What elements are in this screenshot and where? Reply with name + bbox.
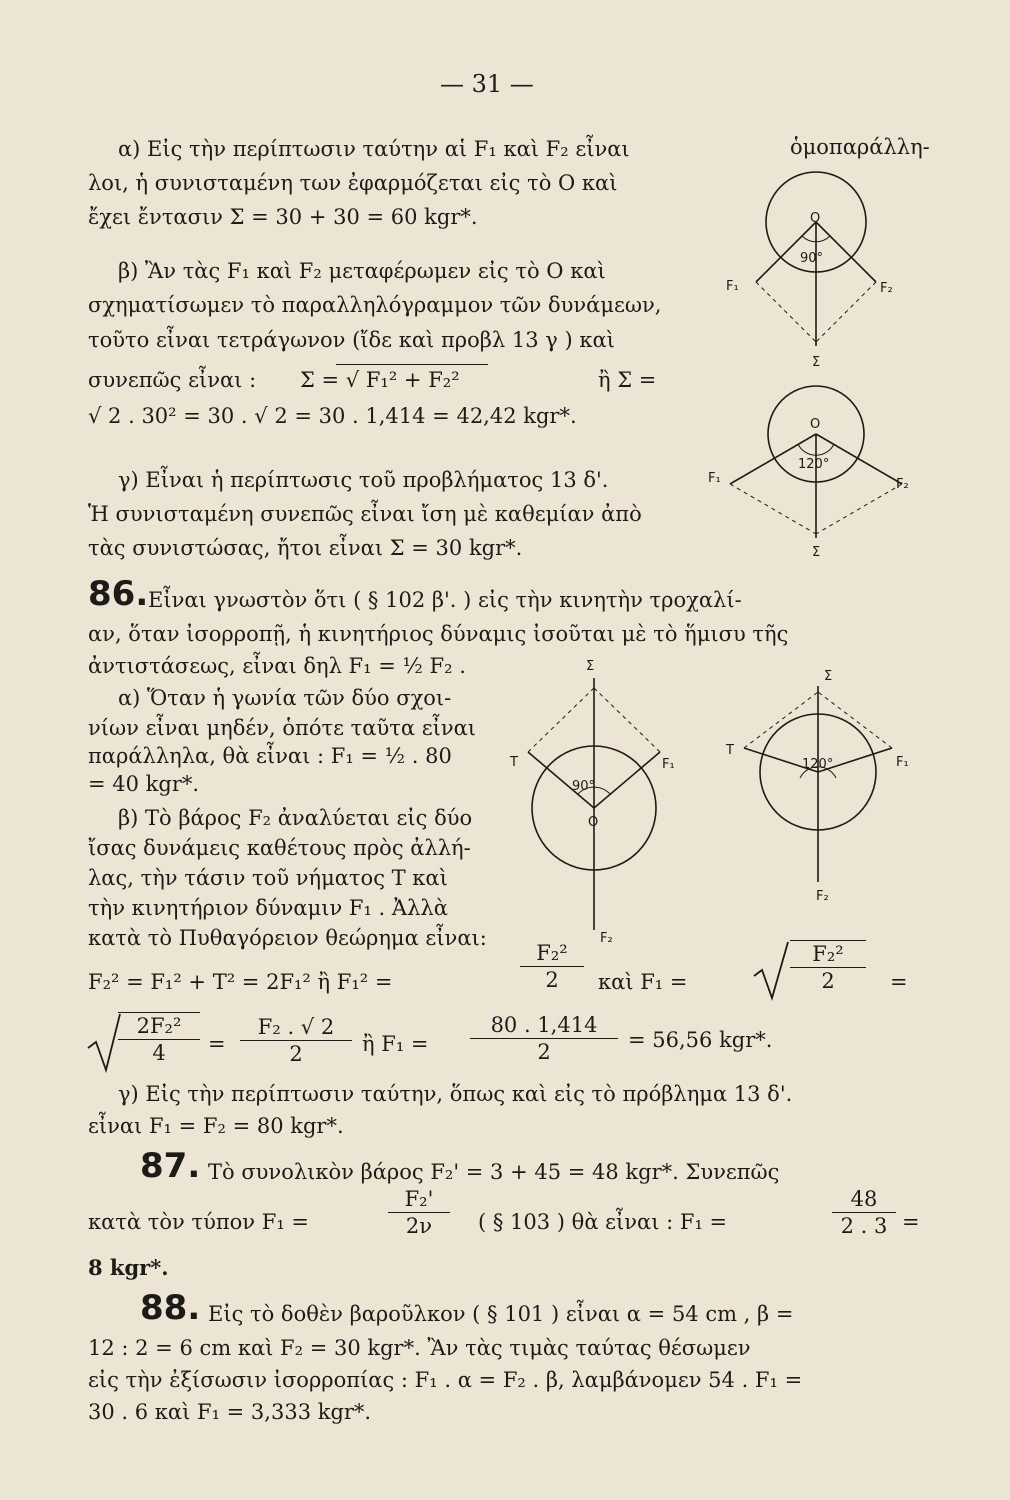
fig1-center-label: O xyxy=(810,211,821,226)
p87-line-2b: ( § 103 ) θὰ εἶναι : F₁ = xyxy=(478,1210,728,1234)
fig1-right-label: F₂ xyxy=(880,281,893,296)
parallelogram-side xyxy=(816,282,876,342)
fig3-angle-label: 90° xyxy=(572,779,596,794)
fig1-left-label: F₁ xyxy=(726,279,739,294)
p87-line-2c: = xyxy=(902,1210,920,1234)
p86b-line-3: λας, τὴν τάσιν τοῦ νήματος Τ καὶ xyxy=(88,866,448,890)
p88-line-1: Εἰς τὸ δοθὲν βαροῦλκον ( § 101 ) εἶναι α = 54 cm , β = xyxy=(208,1302,794,1326)
fig3-bottom-label: F₂ xyxy=(600,931,613,946)
p86a-line-1: α) Ὅταν ἡ γωνία τῶν δύο σχοι- xyxy=(118,686,452,710)
fig4-angle-label: 120° xyxy=(802,757,834,772)
p85c-line-3: τὰς συνιστώσας, ἤτοι εἶναι Σ = 30 kgr*. xyxy=(88,536,523,560)
eq2-numerator: F₂ . √ 2 xyxy=(240,1014,352,1041)
p87-denominator-1: 2ν xyxy=(405,1214,433,1238)
eq2-fraction xyxy=(240,1014,352,1067)
fig2-angle-label: 120° xyxy=(798,457,830,472)
fig4-bottom-label: F₂ xyxy=(816,889,829,904)
figure-movable-pulley-90 xyxy=(506,658,676,948)
p86b-line-1: β) Τὸ βάρος F₂ ἀναλύεται εἰς δύο xyxy=(118,806,473,830)
p86g-line-2: εἶναι F₁ = F₂ = 80 kgr*. xyxy=(88,1114,344,1138)
p87-line-3: 8 kgr*. xyxy=(88,1255,169,1280)
p86-line-1: Εἶναι γνωστὸν ὅτι ( § 102 β'. ) εἰς τὴν κινητὴν τροχαλί- xyxy=(148,588,742,612)
p88-number: 88. xyxy=(140,1288,201,1328)
p87-fraction-2 xyxy=(832,1186,896,1239)
eq2-numerator-2: 80 . 1,414 xyxy=(470,1012,618,1039)
p86g-line-1: γ) Εἰς τὴν περίπτωσιν ταύτην, ὅπως καὶ εἰς τὸ πρόβλημα 13 δ'. xyxy=(118,1082,793,1106)
p87-number: 87. xyxy=(140,1146,201,1186)
figure-movable-pulley-120 xyxy=(720,668,920,908)
p88-line-4: 30 . 6 καὶ F₁ = 3,333 kgr*. xyxy=(88,1400,372,1424)
p86b-line-5: κατὰ τὸ Πυθαγόρειον θεώρημα εἶναι: xyxy=(88,926,487,950)
p87-line-2a: κατὰ τὸν τύπον F₁ = xyxy=(88,1210,310,1234)
eq2-denominator-2: 2 xyxy=(537,1040,551,1064)
p86-line-2: αν, ὅταν ἰσορροπῇ, ἡ κινητήριος δύναμις ἰσοῦται μὲ τὸ ἥμισυ τῆς xyxy=(88,622,789,646)
p86a-line-4: = 40 kgr*. xyxy=(88,772,200,796)
parallelogram-side xyxy=(744,692,818,748)
fig3-left-label: T xyxy=(510,755,518,770)
p86a-line-3: παράλληλα, θὰ εἶναι : F₁ = ½ . 80 xyxy=(88,744,452,768)
fig2-right-label: F₂ xyxy=(896,477,909,492)
parallelogram-side xyxy=(816,484,902,534)
eq1-root-denominator: 2 xyxy=(821,969,835,993)
p86-number: 86. xyxy=(88,574,149,614)
fig2-center-label: O xyxy=(810,417,821,432)
fig4-right-label: F₁ xyxy=(896,755,909,770)
p85b-line-2: σχηματίσωμεν τὸ παραλληλόγραμμον τῶν δυνάμεων, xyxy=(88,293,662,317)
fig4-left-label: T xyxy=(726,743,734,758)
eq1-left: F₂² = F₁² + T² = 2F₁² ἢ F₁² = xyxy=(88,970,393,994)
p86a-line-2: νίων εἶναι μηδέν, ὁπότε ταῦτα εἶναι xyxy=(88,716,476,740)
p87-line-1: Τὸ συνολικὸν βάρος F₂' = 3 + 45 = 48 kgr*. Συνεπῶς xyxy=(208,1160,780,1184)
p85b-line-4c: ἢ Σ = xyxy=(598,368,657,392)
p85b-line-4a: συνεπῶς εἶναι : xyxy=(88,368,257,392)
fig3-center-label: O xyxy=(588,815,599,830)
eq2-root-numerator: 2F₂² xyxy=(118,1013,200,1040)
p86-line-3: ἀντιστάσεως, εἶναι δηλ F₁ = ½ F₂ . xyxy=(88,654,466,678)
p88-line-3: εἰς τὴν ἐξίσωσιν ἰσορροπίας : F₁ . α = F₂ . β, λαμβάνομεν 54 . F₁ = xyxy=(88,1368,803,1392)
parallelogram-side xyxy=(818,692,892,748)
p86b-line-4: τὴν κινητήριον δύναμιν F₁ . Ἀλλὰ xyxy=(88,896,448,920)
p87-numerator-2: 48 xyxy=(832,1186,896,1213)
parallelogram-side xyxy=(756,282,816,342)
fig1-angle-label: 90° xyxy=(800,251,824,266)
p86b-line-2: ἴσας δυνάμεις καθέτους πρὸς ἀλλή- xyxy=(88,836,471,860)
p85c-line-1: γ) Εἶναι ἡ περίπτωσις τοῦ προβλήματος 13 δ'. xyxy=(118,468,609,492)
p85a-line-3: ἔχει ἔντασιν Σ = 30 + 30 = 60 kgr*. xyxy=(88,205,478,229)
eq2-denominator: 2 xyxy=(289,1042,303,1066)
p87-numerator-1: F₂' xyxy=(388,1186,450,1213)
eq1-root-sign xyxy=(752,940,792,1000)
fig1-bottom-label: Σ xyxy=(812,355,821,370)
eq2-root-fraction xyxy=(118,1012,200,1066)
fig4-top-label: Σ xyxy=(824,669,833,684)
p85a-line-1: α) Εἰς τὴν περίπτωσιν ταύτην αἱ F₁ καὶ F₂ εἶναι xyxy=(118,137,630,161)
p85c-line-2: Ἡ συνισταμένη συνεπῶς εἶναι ἴση μὲ καθεμίαν ἀπὸ xyxy=(88,502,642,526)
sqrt-bar xyxy=(336,364,488,365)
eq2-result: = 56,56 kgr*. xyxy=(628,1028,773,1052)
p85b-line-1: β) Ἂν τὰς F₁ καὶ F₂ μεταφέρωμεν εἰς τὸ Ο καὶ xyxy=(118,259,606,283)
p85b-line-4b: Σ = √ F₁² + F₂² xyxy=(300,368,460,392)
eq1-root-numerator: F₂² xyxy=(790,941,866,968)
parallelogram-side xyxy=(528,688,594,752)
eq2-fraction-2 xyxy=(470,1012,618,1065)
force-line-f2 xyxy=(816,222,876,282)
fig2-left-label: F₁ xyxy=(708,471,721,486)
eq1-numerator: F₂² xyxy=(520,940,584,967)
fig3-right-label: F₁ xyxy=(662,757,675,772)
fig3-top-label: Σ xyxy=(586,659,595,674)
p85b-line-5: √ 2 . 30² = 30 . √ 2 = 30 . 1,414 = 42,42 kgr*. xyxy=(88,404,577,428)
p85b-line-3: τοῦτο εἶναι τετράγωνον (ἴδε καὶ προβλ 13 γ ) καὶ xyxy=(88,328,615,352)
p85a-line-2: λοι, ἡ συνισταμένη των ἐφαρμόζεται εἰς τὸ Ο καὶ xyxy=(88,171,618,195)
p87-fraction-1 xyxy=(388,1186,450,1239)
eq1-middle: καὶ F₁ = xyxy=(598,970,688,994)
p88-line-2: 12 : 2 = 6 cm καὶ F₂ = 30 kgr*. Ἂν τὰς τιμὰς ταύτας θέσωμεν xyxy=(88,1336,751,1360)
eq2-root-denominator: 4 xyxy=(152,1041,166,1065)
parallelogram-side xyxy=(730,484,816,534)
p87-denominator-2: 2 . 3 xyxy=(840,1214,888,1238)
page-number: — 31 — xyxy=(440,70,534,98)
figure-pulley-120 xyxy=(706,384,916,564)
eq2-middle: ἢ F₁ = xyxy=(362,1032,429,1056)
eq2-equals: = xyxy=(208,1032,226,1056)
eq1-right: = xyxy=(890,970,908,994)
p85a-line-1-tail: ὁμοπαράλλη- xyxy=(790,135,930,159)
fig2-bottom-label: Σ xyxy=(812,545,821,560)
figure-pulley-90 xyxy=(722,170,902,370)
parallelogram-side xyxy=(594,688,660,752)
eq1-root-fraction xyxy=(790,940,866,994)
eq1-denominator: 2 xyxy=(545,968,559,992)
